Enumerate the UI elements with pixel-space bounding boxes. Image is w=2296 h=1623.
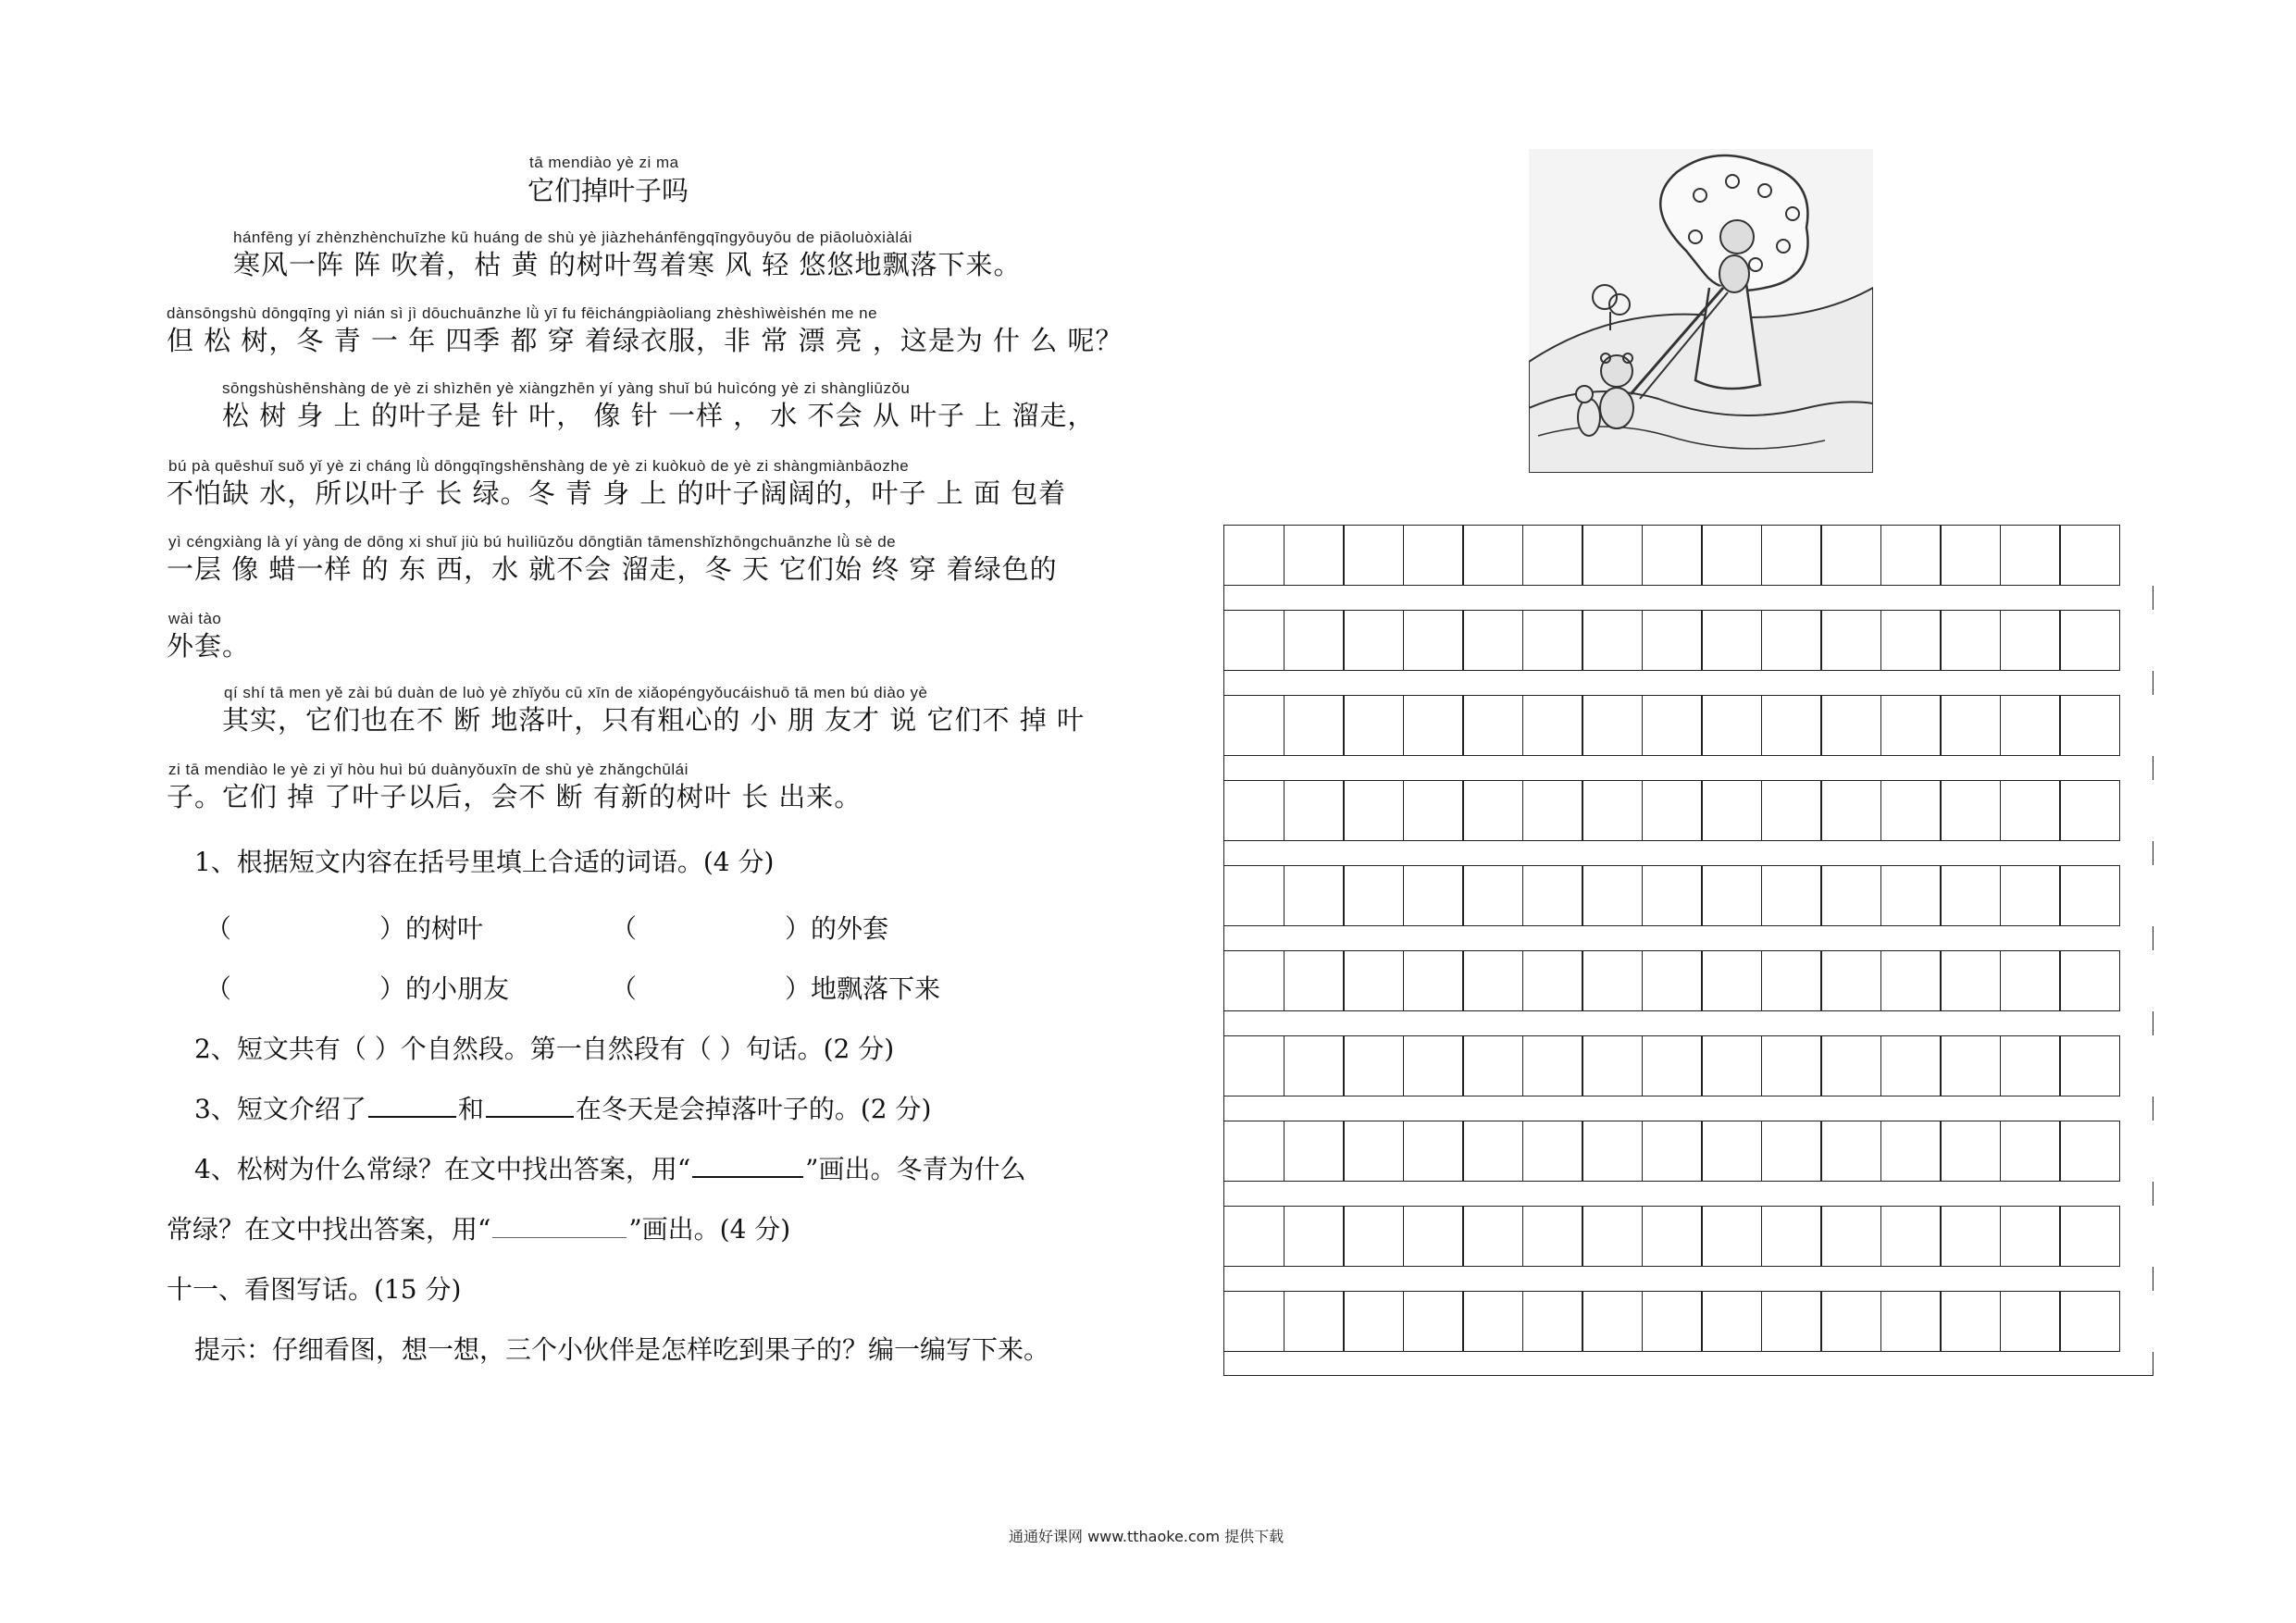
line-2-pinyin: dànsōngshù dōngqīng yì nián sì jì dōuchuānzhe lǜ yī fu fēichángpiàoliang zhèshìwèishén me ne [167,304,878,322]
grid-cell[interactable] [1761,610,1822,671]
passage-title: 它们掉叶子吗 [527,175,689,206]
grid-row-gap [1223,1352,2153,1376]
grid-cell[interactable] [1223,695,1285,756]
grid-row-gap [1223,1267,2153,1291]
grid-cell[interactable] [1880,950,1942,1011]
question-4-line-2 [167,1209,790,1246]
grid-cell[interactable] [1582,950,1643,1011]
grid-cell[interactable] [1223,950,1285,1011]
grid-cell[interactable] [1284,525,1345,586]
grid-cell[interactable] [1462,610,1523,671]
grid-cell[interactable] [1462,1291,1523,1352]
grid-cell[interactable] [1403,1291,1464,1352]
grid-cell[interactable] [1761,1206,1822,1267]
grid-cell[interactable] [1462,950,1523,1011]
grid-cell[interactable] [1820,1206,1881,1267]
grid-cell[interactable] [1223,1291,1285,1352]
grid-cell[interactable] [1761,525,1822,586]
grid-row [1223,950,2153,1011]
grid-cell[interactable] [1642,865,1703,926]
grid-cell[interactable] [2000,1035,2061,1096]
grid-cell[interactable] [1284,695,1345,756]
grid-cell[interactable] [1820,950,1881,1011]
grid-cell[interactable] [1522,525,1583,586]
grid-cell[interactable] [1820,780,1881,841]
bracket-open: （ [205,913,232,944]
grid-cell[interactable] [1701,1121,1762,1182]
grid-cell[interactable] [1701,525,1762,586]
grid-cell[interactable] [1880,1121,1942,1182]
section-11-heading: 十一、看图写话。(15 分) [167,1274,462,1305]
grid-cell[interactable] [2000,610,2061,671]
grid-cell[interactable] [1462,695,1523,756]
grid-cell[interactable] [1462,525,1523,586]
q4-prefix: 4、松树为什么常绿？在文中找出答案，用“ [194,1154,691,1184]
grid-cell[interactable] [1582,865,1643,926]
grid-cell[interactable] [1522,1035,1583,1096]
grid-cell[interactable] [1761,780,1822,841]
grid-row-gap [1223,926,2153,950]
grid-cell[interactable] [1462,1035,1523,1096]
grid-cell[interactable] [1284,950,1345,1011]
grid-cell[interactable] [2059,950,2120,1011]
footer-source: 通通好课网 www.tthaoke.com 提供下载 [1009,1528,1285,1545]
grid-cell[interactable] [1403,1035,1464,1096]
line-4-pinyin: bú pà quēshuǐ suǒ yǐ yè zi cháng lǜ dōngqīngshēnshàng de yè zi kuòkuò de yè zi shàngmiànbāozhe [168,457,910,475]
grid-cell[interactable] [1642,610,1703,671]
grid-row-gap [1223,756,2153,780]
grid-row [1223,865,2153,926]
grid-cell[interactable] [2000,695,2061,756]
line-2-text: 但 松 树，冬 青 一 年 四季 都 穿 着绿衣服，非 常 漂 亮 ，这是为 什 么 呢？ [167,325,1123,356]
grid-cell[interactable] [1701,780,1762,841]
grid-cell[interactable] [1343,525,1404,586]
grid-cell[interactable] [1403,780,1464,841]
line-8-text: 子。它们 掉 了叶子以后，会不 断 有新的树叶 长 出来。 [167,781,863,812]
grid-cell[interactable] [1223,1035,1285,1096]
grid-cell[interactable] [1223,865,1285,926]
grid-cell[interactable] [1701,1035,1762,1096]
line-8-pinyin: zi tā mendiào le yè zi yǐ hòu huì bú duànyǒuxīn de shù yè zhǎngchūlái [168,761,689,778]
grid-cell[interactable] [1284,610,1345,671]
grid-row-gap [1223,1182,2153,1206]
grid-cell[interactable] [1940,695,2001,756]
grid-cell[interactable] [2000,780,2061,841]
grid-cell[interactable] [1761,1291,1822,1352]
q4-underline-mark-2 [492,1213,627,1238]
bracket-open: （ [611,973,638,1004]
grid-cell[interactable] [2059,780,2120,841]
line-7-pinyin: qí shí tā men yě zài bú duàn de luò yè zhǐyǒu cū xīn de xiǎopéngyǒucáishuō tā men bú diào yè [224,684,928,701]
grid-cell[interactable] [1522,610,1583,671]
grid-cell[interactable] [1820,695,1881,756]
grid-cell[interactable] [1880,1291,1942,1352]
grid-cell[interactable] [1284,865,1345,926]
question-2: 2、短文共有（ ）个自然段。第一自然段有（ ）句话。(2 分) [194,1034,895,1064]
grid-cell[interactable] [1642,780,1703,841]
grid-row [1223,780,2153,841]
grid-cell[interactable] [2000,1291,2061,1352]
question-3 [194,1089,931,1126]
section-11-hint: 提示：仔细看图，想一想，三个小伙伴是怎样吃到果子的？编一编写下来。 [194,1334,1050,1365]
grid-cell[interactable] [1343,950,1404,1011]
grid-cell[interactable] [1642,695,1703,756]
grid-cell[interactable] [1343,1206,1404,1267]
grid-cell[interactable] [2059,1121,2120,1182]
grid-cell[interactable] [1522,780,1583,841]
grid-cell[interactable] [1701,695,1762,756]
line-1-pinyin: hánfēng yí zhènzhènchuīzhe kū huáng de shù yè jiàzhehánfēngqīngyōuyōu de piāoluòxiàlái [233,229,912,246]
q3-and: 和 [457,1094,484,1124]
grid-cell[interactable] [1940,610,2001,671]
q3-suffix: 在冬天是会掉落叶子的。(2 分) [575,1094,932,1124]
grid-cell[interactable] [1343,1035,1404,1096]
grid-cell[interactable] [1642,1206,1703,1267]
grid-cell[interactable] [1880,1206,1942,1267]
grid-row [1223,1206,2153,1267]
grid-cell[interactable] [1880,695,1942,756]
grid-cell[interactable] [1940,865,2001,926]
q4-prefix-2: 常绿？在文中找出答案，用“ [167,1214,491,1245]
grid-cell[interactable] [1761,950,1822,1011]
grid-cell[interactable] [1940,1121,2001,1182]
grid-cell[interactable] [1403,695,1464,756]
grid-cell[interactable] [1820,1121,1881,1182]
grid-cell[interactable] [1223,780,1285,841]
grid-cell[interactable] [1343,695,1404,756]
grid-row [1223,1291,2153,1352]
bracket-open: （ [205,973,232,1004]
grid-cell[interactable] [1403,1206,1464,1267]
line-3-pinyin: sōngshùshēnshàng de yè zi shìzhēn yè xiàngzhēn yí yàng shuǐ bú huìcóng yè zi shàngliūzǒu [222,379,911,397]
question-1: 1、根据短文内容在括号里填上合适的词语。(4 分) [194,847,775,877]
grid-cell[interactable] [1462,1206,1523,1267]
grid-cell[interactable] [1582,610,1643,671]
grid-cell[interactable] [1284,780,1345,841]
q1-blank-2[interactable] [611,909,888,946]
line-3-text: 松 树 身 上 的叶子是 针 叶， 像 针 一样 ， 水 不会 从 叶子 上 溜走， [222,400,1096,431]
grid-cell[interactable] [1940,950,2001,1011]
grid-cell[interactable] [1582,1035,1643,1096]
grid-cell[interactable] [1761,1121,1822,1182]
grid-cell[interactable] [1343,610,1404,671]
grid-cell[interactable] [1403,610,1464,671]
grid-cell[interactable] [1462,780,1523,841]
grid-cell[interactable] [2059,865,2120,926]
grid-cell[interactable] [1223,610,1285,671]
grid-row-gap [1223,841,2153,865]
grid-cell[interactable] [1940,525,2001,586]
grid-cell[interactable] [1880,525,1942,586]
line-6-pinyin: wài tào [168,610,222,627]
blank-suffix: ）的树叶 [379,913,484,944]
grid-row-gap [1223,586,2153,610]
title-pinyin: tā mendiào yè zi ma [529,154,679,171]
grid-cell[interactable] [1642,1035,1703,1096]
grid-cell[interactable] [1820,610,1881,671]
q3-prefix: 3、短文介绍了 [194,1094,366,1124]
grid-cell[interactable] [1880,1035,1942,1096]
grid-cell[interactable] [1522,865,1583,926]
grid-cell[interactable] [2059,1035,2120,1096]
grid-cell[interactable] [1403,865,1464,926]
grid-cell[interactable] [1582,525,1643,586]
writing-prompt-picture [1529,149,1873,473]
line-7-text: 其实，它们也在不 断 地落叶，只有粗心的 小 朋 友才 说 它们不 掉 叶 [222,704,1085,736]
grid-cell[interactable] [1582,695,1643,756]
grid-cell[interactable] [2059,525,2120,586]
q1-blank-4[interactable] [611,969,940,1006]
grid-cell[interactable] [1522,1121,1583,1182]
grid-row-gap [1223,671,2153,695]
line-6-text: 外套。 [167,630,251,662]
grid-cell[interactable] [1582,1121,1643,1182]
grid-cell[interactable] [1343,1291,1404,1352]
grid-cell[interactable] [1403,1121,1464,1182]
grid-row [1223,1035,2153,1096]
grid-cell[interactable] [1880,780,1942,841]
grid-cell[interactable] [1223,525,1285,586]
grid-cell[interactable] [1701,610,1762,671]
q4-underline-mark-1 [692,1152,803,1178]
grid-cell[interactable] [1223,1121,1285,1182]
grid-cell[interactable] [1582,780,1643,841]
grid-cell[interactable] [1403,525,1464,586]
grid-cell[interactable] [1820,865,1881,926]
grid-cell[interactable] [1940,1291,2001,1352]
q3-blank-2[interactable] [486,1092,574,1118]
grid-cell[interactable] [1820,1035,1881,1096]
grid-row [1223,610,2153,671]
grid-cell[interactable] [1462,865,1523,926]
grid-cell[interactable] [1522,1206,1583,1267]
blank-suffix: ）的小朋友 [379,973,510,1004]
grid-cell[interactable] [1880,610,1942,671]
grid-cell[interactable] [1343,1121,1404,1182]
grid-cell[interactable] [2059,695,2120,756]
grid-cell[interactable] [2059,1206,2120,1267]
grid-cell[interactable] [1701,1291,1762,1352]
grid-cell[interactable] [1343,780,1404,841]
monkey-tree-illustration [1529,149,1873,473]
grid-cell[interactable] [2000,865,2061,926]
grid-cell[interactable] [1820,525,1881,586]
grid-cell[interactable] [1284,1035,1345,1096]
grid-cell[interactable] [2059,610,2120,671]
grid-cell[interactable] [2000,525,2061,586]
q1-blank-1[interactable] [205,909,483,946]
grid-cell[interactable] [1940,1035,2001,1096]
q4-middle: ”画出。冬青为什么 [805,1154,1026,1184]
grid-cell[interactable] [2000,1121,2061,1182]
q4-suffix: ”画出。(4 分) [628,1214,791,1245]
grid-cell[interactable] [1701,1206,1762,1267]
writing-grid[interactable] [1223,525,2153,1376]
grid-cell[interactable] [1582,1291,1643,1352]
grid-cell[interactable] [2000,1206,2061,1267]
grid-cell[interactable] [1522,695,1583,756]
grid-cell[interactable] [1522,1291,1583,1352]
grid-cell[interactable] [2000,950,2061,1011]
bracket-open: （ [611,913,638,944]
grid-cell[interactable] [1761,865,1822,926]
grid-cell[interactable] [1701,950,1762,1011]
grid-cell[interactable] [1284,1121,1345,1182]
line-5-pinyin: yì céngxiàng là yí yàng de dōng xi shuǐ jiù bú huìliūzǒu dōngtiān tāmenshǐzhōngchuānzhe lǜ sè de [168,533,897,551]
blank-suffix: ）地飘落下来 [785,973,941,1004]
grid-cell[interactable] [1880,865,1942,926]
grid-row [1223,695,2153,756]
grid-cell[interactable] [1343,865,1404,926]
grid-row-gap [1223,1011,2153,1035]
grid-cell[interactable] [1761,695,1822,756]
line-1-text: 寒风一阵 阵 吹着，枯 黄 的树叶驾着寒 风 轻 悠悠地飘落下来。 [233,249,1022,280]
question-4-line-1 [194,1149,1025,1186]
grid-row [1223,525,2153,586]
grid-cell[interactable] [1522,950,1583,1011]
grid-cell[interactable] [1642,525,1703,586]
grid-cell[interactable] [1462,1121,1523,1182]
line-4-text: 不怕缺 水，所以叶子 长 绿。冬 青 身 上 的叶子阔阔的，叶子 上 面 包着 [167,477,1067,509]
grid-cell[interactable] [1642,1121,1703,1182]
grid-cell[interactable] [1403,950,1464,1011]
grid-cell[interactable] [2059,1291,2120,1352]
grid-cell[interactable] [1940,1206,2001,1267]
grid-cell[interactable] [1284,1206,1345,1267]
grid-cell[interactable] [1820,1291,1881,1352]
grid-row-gap [1223,1096,2153,1121]
line-5-text: 一层 像 蜡一样 的 东 西，水 就不会 溜走，冬 天 它们始 终 穿 着绿色的 [167,553,1058,585]
grid-cell[interactable] [1642,950,1703,1011]
grid-cell[interactable] [1223,1206,1285,1267]
q1-blank-3[interactable] [205,969,509,1006]
grid-cell[interactable] [1701,865,1762,926]
grid-cell[interactable] [1284,1291,1345,1352]
grid-row [1223,1121,2153,1182]
grid-cell[interactable] [1582,1206,1643,1267]
grid-cell[interactable] [1940,780,2001,841]
grid-cell[interactable] [1642,1291,1703,1352]
q3-blank-1[interactable] [368,1092,456,1118]
blank-suffix: ）的外套 [785,913,889,944]
grid-cell[interactable] [1761,1035,1822,1096]
